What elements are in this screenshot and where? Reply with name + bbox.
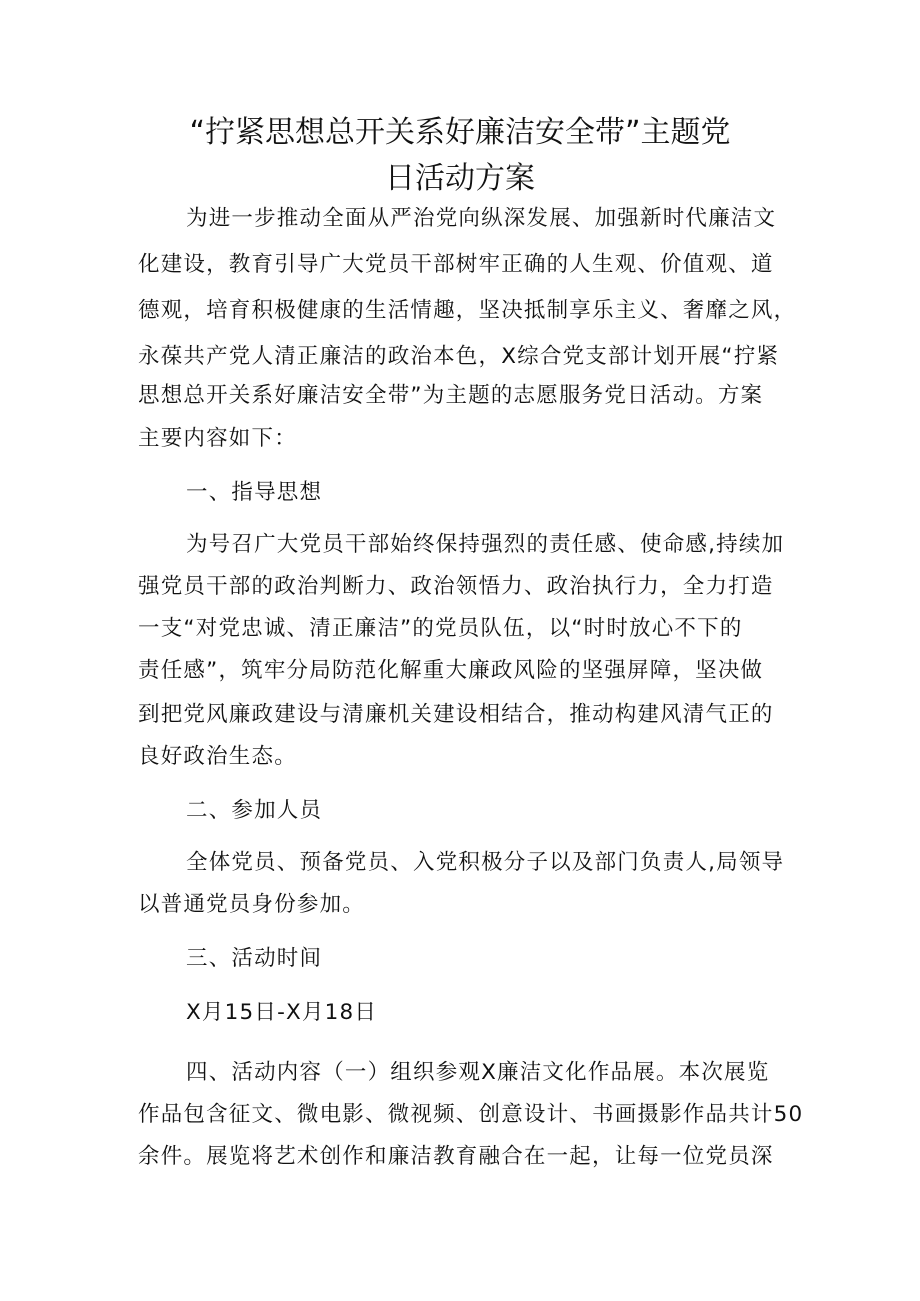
activity-content-line: 余件。展览将艺术创作和廉洁教育融合在一起，让每一位党员深 (138, 1144, 774, 1169)
intro-paragraph-line: 为进一步推动全面从严治党向纵深发展、加强新时代廉洁文 (186, 206, 777, 231)
guiding-paragraph-line: 强党员干部的政治判断力、政治领悟力、政治执行力，全力打造 (138, 574, 774, 599)
intro-paragraph-line: 思想总开关系好廉洁安全带”为主题的志愿服务党日活动。方案 (138, 383, 764, 408)
intro-paragraph-line: 德观，培育积极健康的生活情趣，坚决抵制享乐主义、奢靡之风， (138, 298, 797, 323)
intro-paragraph-line: 化建设，教育引导广大党员干部树牢正确的人生观、价值观、道 (138, 252, 774, 277)
intro-paragraph-line: 永葆共产党人清正廉洁的政治本色，X综合党支部计划开展“拧紧 (138, 344, 780, 369)
participants-paragraph-line: 以普通党员身份参加。 (138, 892, 366, 917)
guiding-paragraph-line: 一支“对党忠诚、清正廉洁”的党员队伍，以“时时放心不下的 (138, 616, 743, 641)
intro-paragraph-line: 主要内容如下： (138, 426, 297, 451)
guiding-paragraph-line: 到把党风廉政建设与清廉机关建设相结合，推动构建风清气正的 (138, 702, 774, 727)
guiding-paragraph-line: 良好政治生态。 (138, 744, 297, 769)
participants-paragraph-line: 全体党员、预备党员、入党积极分子以及部门负责人,局领导 (186, 850, 785, 875)
section-heading-activity-time: 三、活动时间 (186, 946, 323, 971)
activity-time-value: X月15日-X月18日 (186, 1000, 378, 1025)
guiding-paragraph-line: 为号召广大党员干部始终保持强烈的责任感、使命感,持续加 (186, 532, 785, 557)
guiding-paragraph-line: 责任感”，筑牢分局防范化解重大廉政风险的坚强屏障，坚决做 (138, 658, 764, 683)
document-title-line-2: 日活动方案 (385, 161, 535, 196)
section-heading-participants: 二、参加人员 (186, 798, 323, 823)
section-heading-guiding-ideology: 一、指导思想 (186, 480, 323, 505)
document-title-line-1: “拧紧思想总开关系好廉洁安全带”主题党 (189, 115, 731, 150)
activity-content-line: 作品包含征文、微电影、微视频、创意设计、书画摄影作品共计50 (138, 1102, 804, 1127)
activity-content-line: 四、活动内容（一）组织参观X廉洁文化作品展。本次展览 (186, 1060, 770, 1085)
